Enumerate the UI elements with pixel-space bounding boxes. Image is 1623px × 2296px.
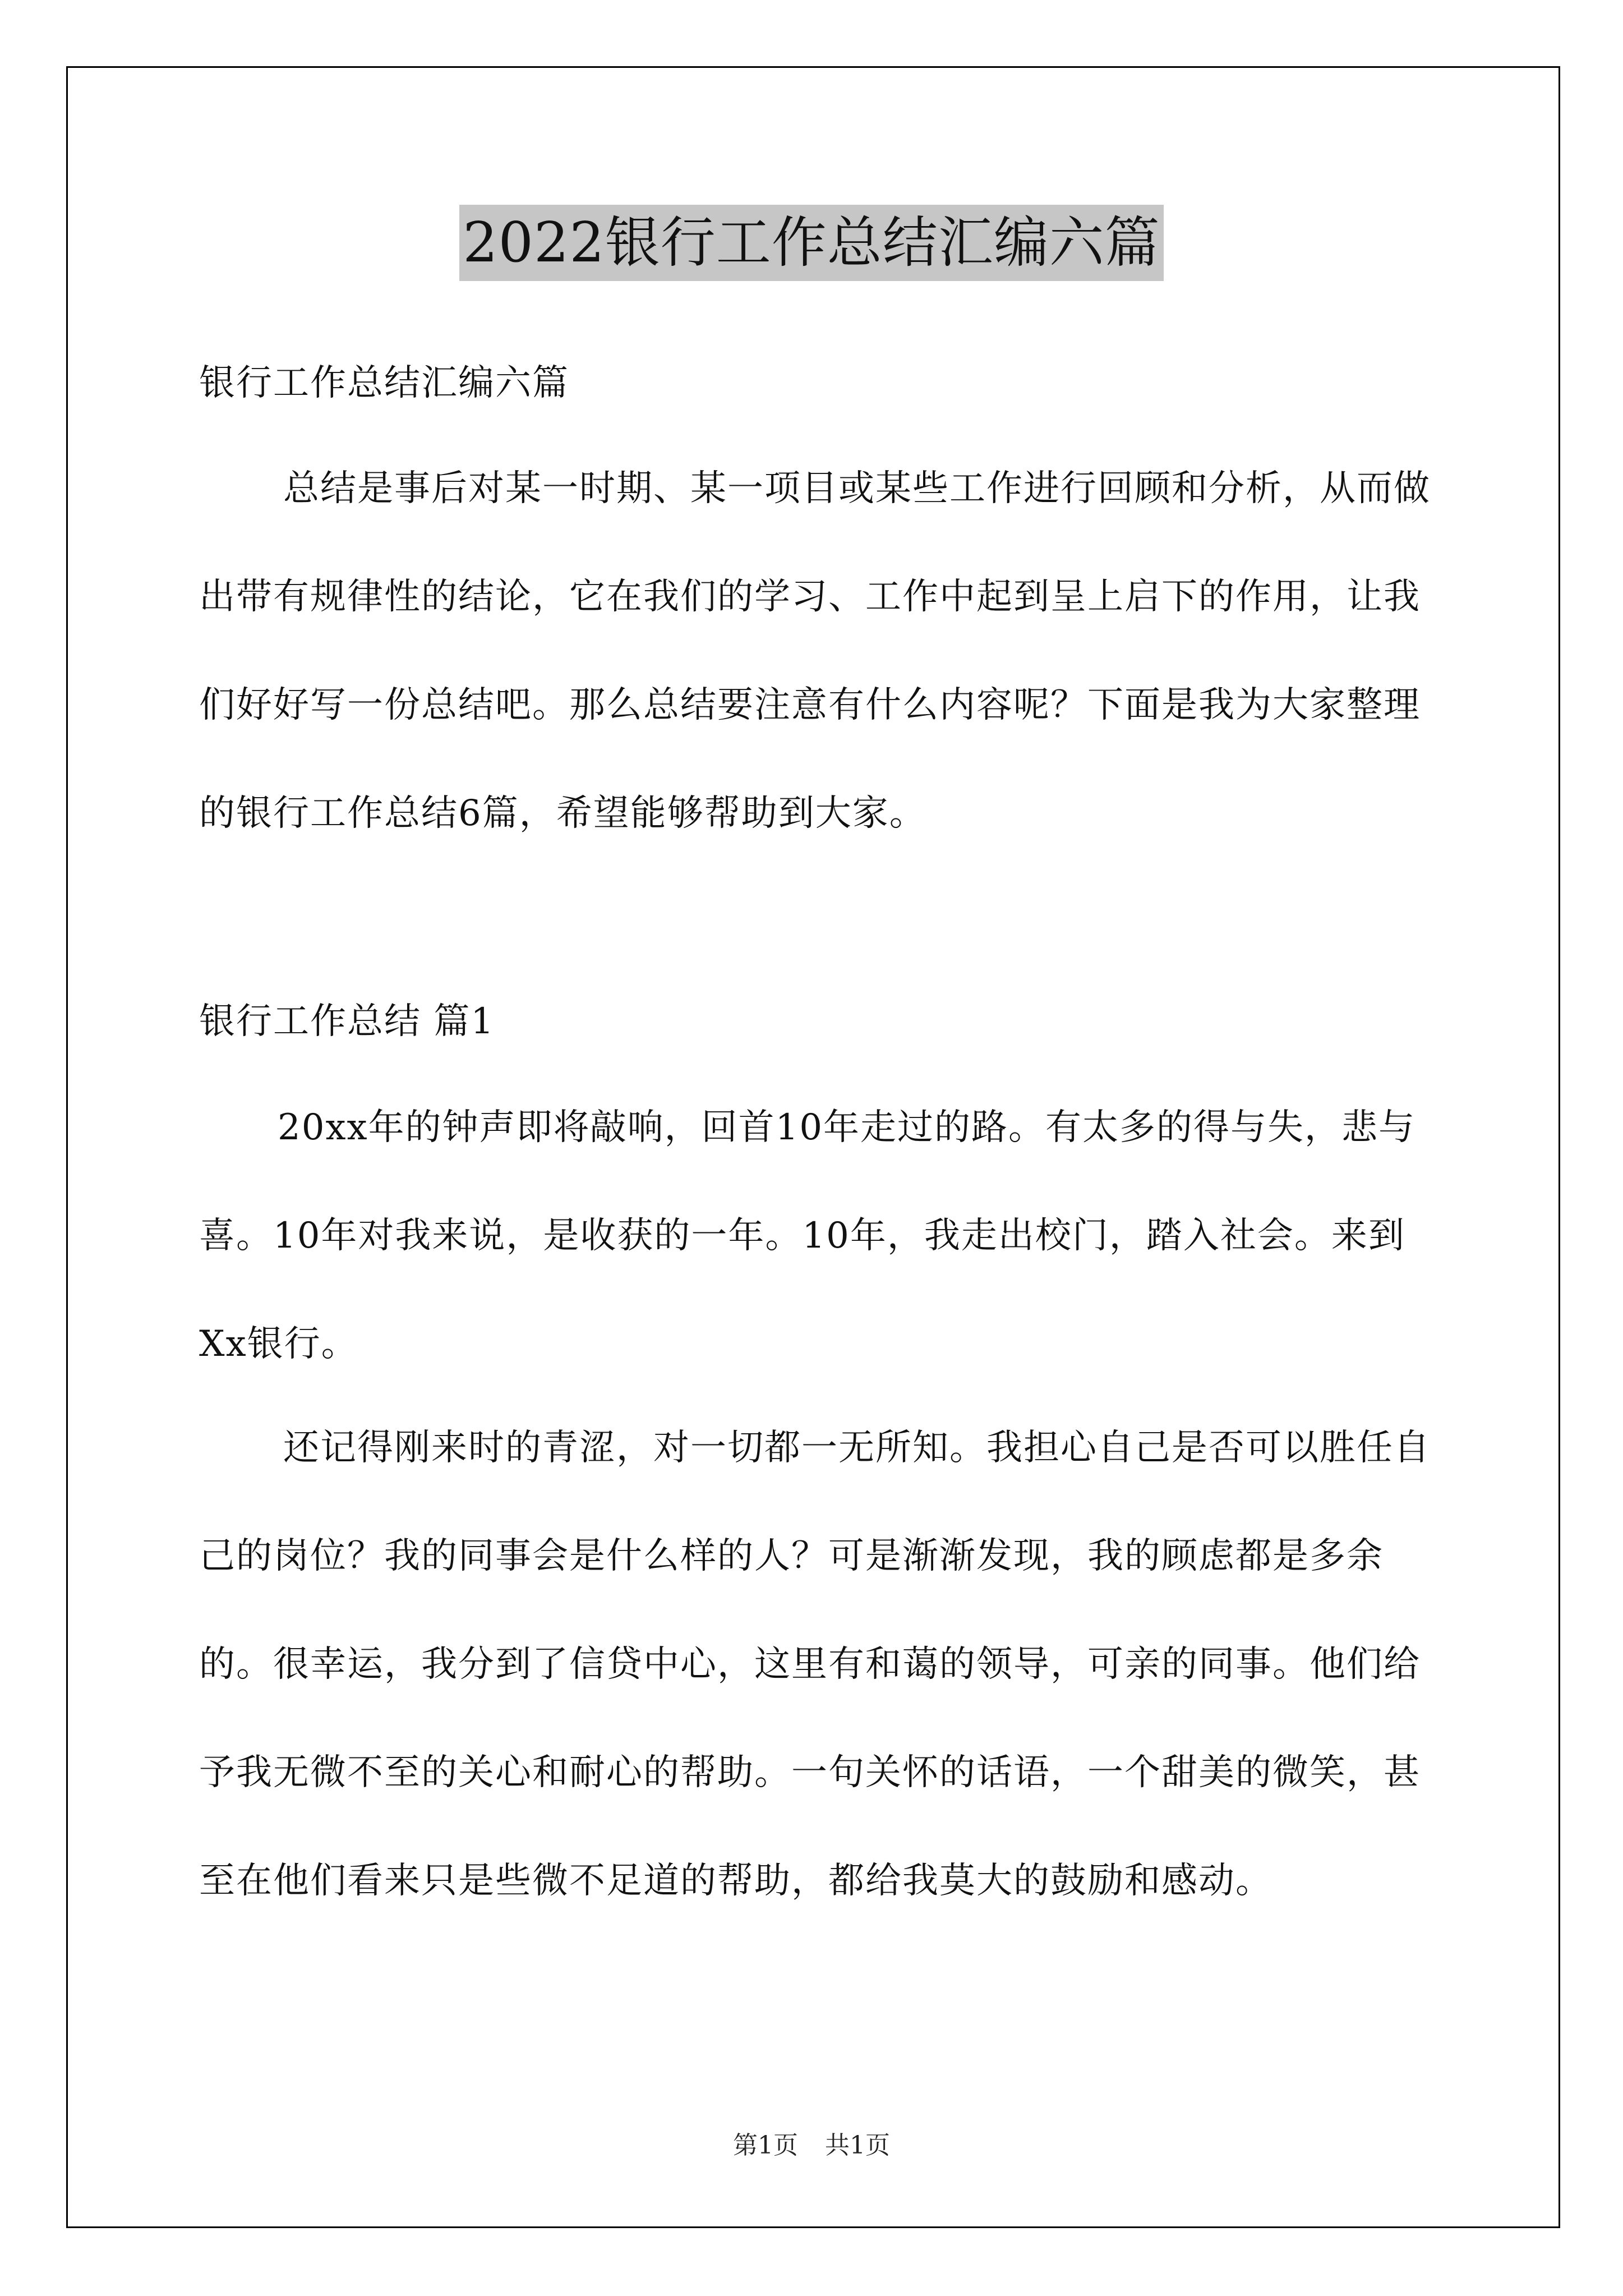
body-paragraph-1: 20xx年的钟声即将敲响，回首10年走过的路。有太多的得与失，悲与喜。10年对我来说，是收获的一年。10年，我走出校门，踏入社会。来到Xx银行。: [199, 1107, 1416, 1365]
page-number-current: 第1页: [733, 2131, 798, 2160]
document-title: 2022银行工作总结汇编六篇: [459, 205, 1163, 281]
page-footer: [0, 2129, 1623, 2162]
body-paragraph-2: 还记得刚来时的青涩，对一切都一无所知。我担心自己是否可以胜任自己的岗位？我的同事会是什么样的人？可是渐渐发现，我的顾虑都是多余的。很幸运，我分到了信贷中心，这里有和蔼的领导，可亲的同事。他们给予我无微不至的关心和耐心的帮助。一句关怀的话语，一个甜美的微笑，甚至在他们看来只是些微不足道的帮助，都给我莫大的鼓励和感动。: [199, 1427, 1431, 1902]
intro-paragraph: 总结是事后对某一时期、某一项目或某些工作进行回顾和分析，从而做出带有规律性的结论，它在我们的学习、工作中起到呈上启下的作用，让我们好好写一份总结吧。那么总结要注意有什么内容呢？下面是我为大家整理的银行工作总结6篇，希望能够帮助到大家。: [199, 468, 1431, 834]
page-number-total: 共1页: [825, 2131, 890, 2160]
title-container: [0, 205, 1623, 281]
document-subtitle: 银行工作总结汇编六篇: [199, 362, 569, 404]
section-heading: 银行工作总结 篇1: [199, 1001, 495, 1042]
